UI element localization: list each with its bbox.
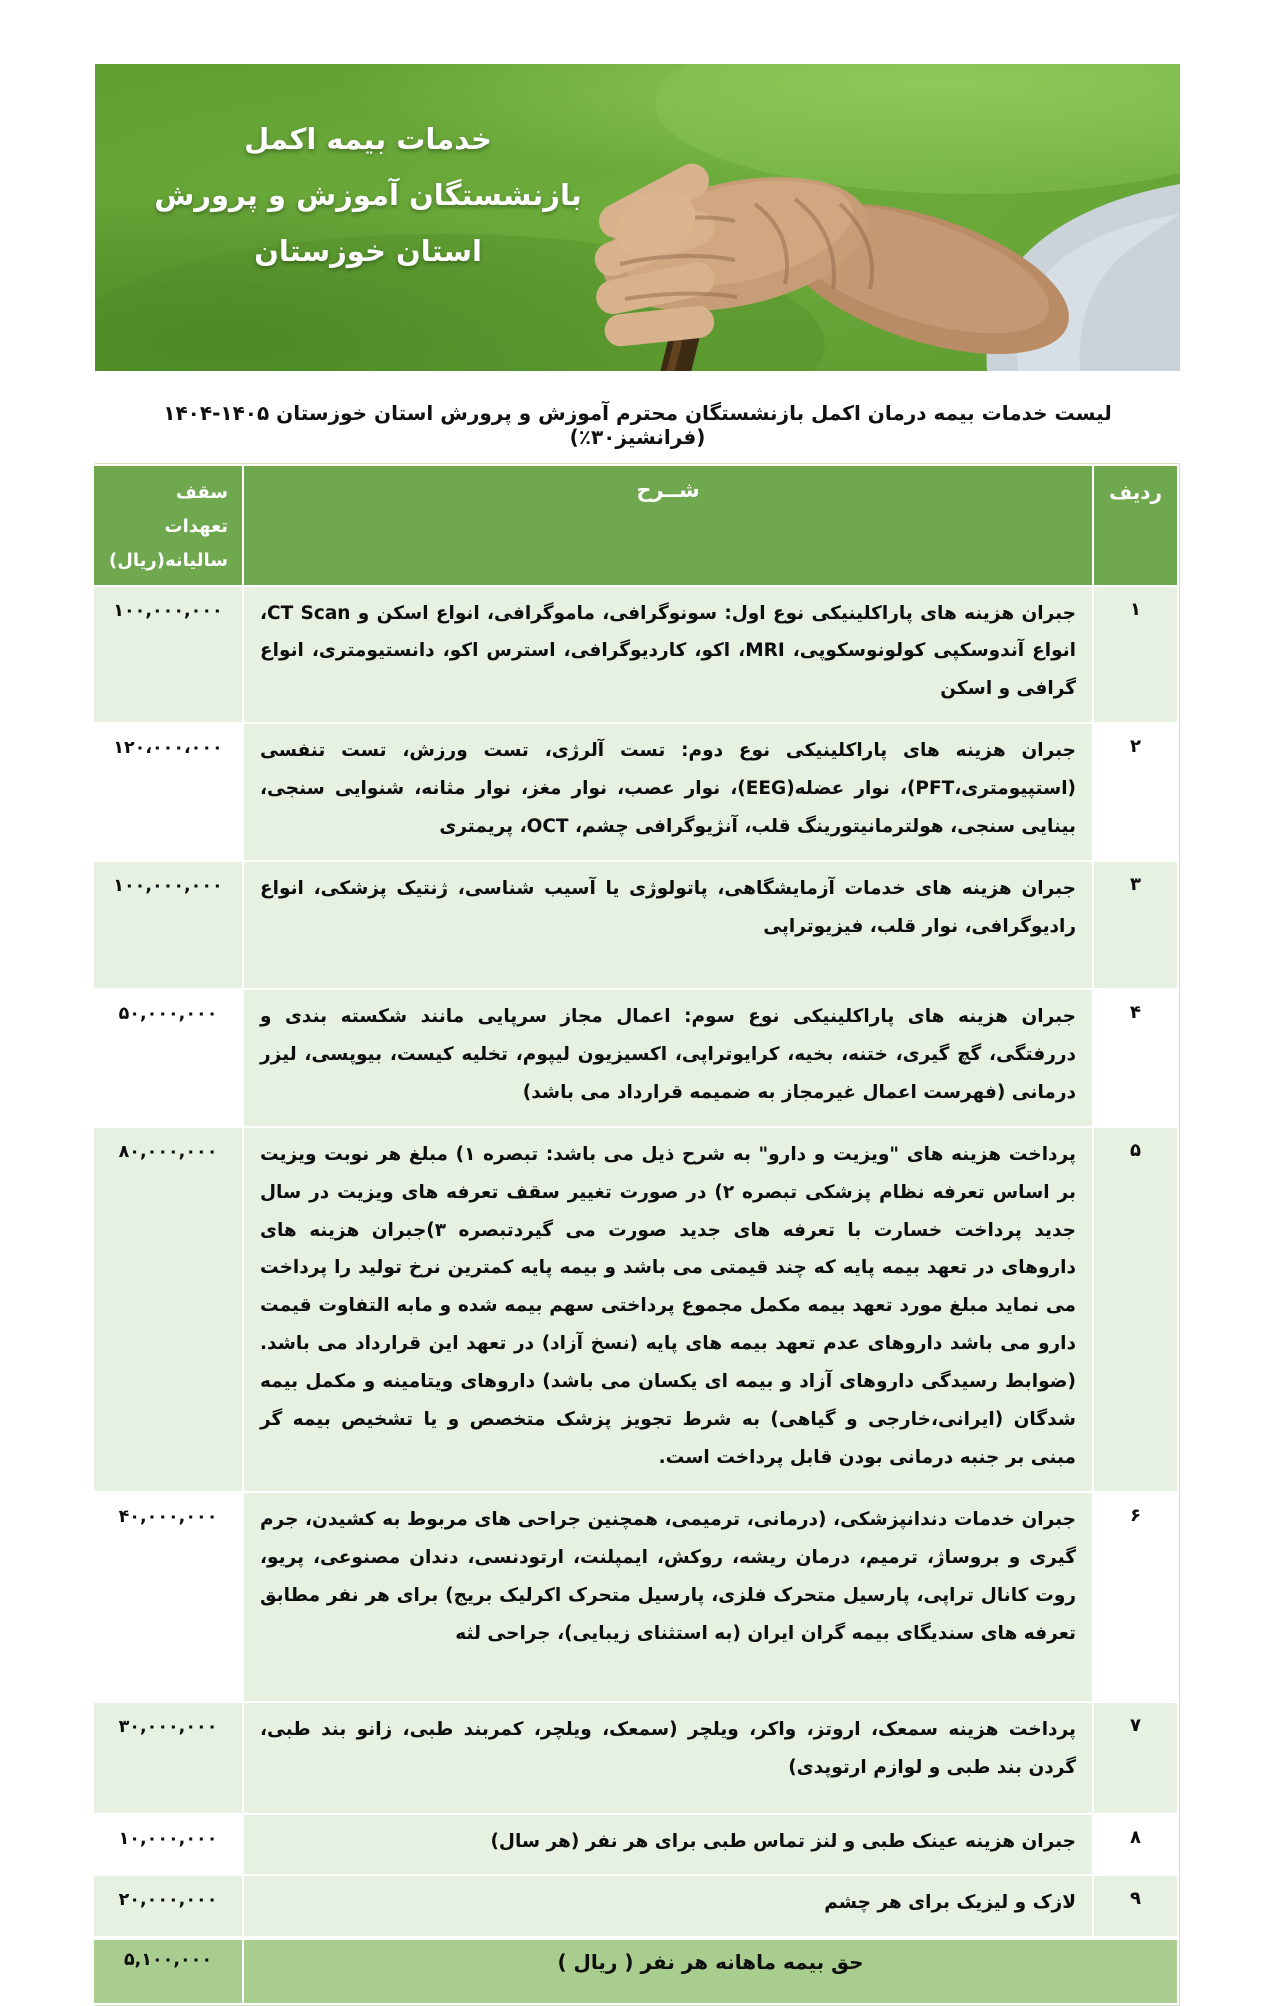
header-banner-image bbox=[95, 64, 1180, 371]
services-table bbox=[92, 464, 1179, 2005]
row-description: جبران خدمات دندانپزشکی، (درمانی، ترمیمی، همچنین جراحی های مربوط به کشیدن، جرم گیری و بروساژ، ترمیم، درمان ریشه، روکش، ایمپلنت، ارتودنسی، دندان مصنوعی، پریو، روت کانال تراپی، پارسیل متحرک فلزی، پارسیل متحرک اکرلیک بریج) برای هر نفر مطابق تعرفه های سندیگای بیمه گران ایران (به استثنای زیبایی)، جراحی لثه bbox=[243, 1492, 1093, 1702]
header-ceiling-line1: سقف تعهدات bbox=[164, 482, 228, 538]
row-number: ۴ bbox=[1093, 989, 1178, 1127]
row-6 bbox=[93, 1492, 1178, 1702]
table-body bbox=[93, 586, 1178, 1939]
row-description: لازک و لیزیک برای هر چشم bbox=[243, 1875, 1093, 1938]
row-ceiling: ۵۰,۰۰۰,۰۰۰ bbox=[93, 989, 243, 1127]
row-description: جبران هزینه های پاراکلینیکی نوع سوم: اعمال مجاز سرپایی مانند شکسته بندی و دررفتگی، گچ گیری، ختنه، بخیه، کرایوتراپی، اکسیزیون لیپوم، تخلیه کیست، بیوپسی، لیزر درمانی (فهرست اعمال غیرمجاز به ضمیمه قرارداد می باشد) bbox=[243, 989, 1093, 1127]
row-9 bbox=[93, 1875, 1178, 1938]
row-5 bbox=[93, 1127, 1178, 1492]
services-table-wrap bbox=[95, 463, 1180, 2006]
row-2 bbox=[93, 723, 1178, 861]
row-number: ۱ bbox=[1093, 586, 1178, 724]
header-description: شــرح bbox=[243, 465, 1093, 586]
row-4 bbox=[93, 989, 1178, 1127]
row-description: پرداخت هزینه سمعک، اروتز، واکر، ویلچر (سمعک، ویلچر، کمربند طبی، زانو بند طبی، گردن بند طبی و لوازم ارتوپدی) bbox=[243, 1702, 1093, 1814]
row-description: جبران هزینه عینک طبی و لنز تماس طبی برای هر نفر (هر سال) bbox=[243, 1814, 1093, 1876]
header-ceiling bbox=[93, 465, 243, 586]
row-number: ۶ bbox=[1093, 1492, 1178, 1702]
row-number: ۸ bbox=[1093, 1814, 1178, 1876]
document-page bbox=[0, 64, 1275, 1975]
row-8 bbox=[93, 1814, 1178, 1876]
row-1 bbox=[93, 586, 1178, 724]
banner-title-block bbox=[133, 122, 603, 268]
row-description: جبران هزینه های خدمات آزمایشگاهی، پاتولوژی یا آسیب شناسی، ژنتیک پزشکی، انواع رادیوگرافی، نوار قلب، فیزیوتراپی bbox=[243, 861, 1093, 989]
table-header bbox=[93, 465, 1178, 586]
row-ceiling: ۸۰,۰۰۰,۰۰۰ bbox=[93, 1127, 243, 1492]
row-3 bbox=[93, 861, 1178, 989]
row-ceiling: ۴۰,۰۰۰,۰۰۰ bbox=[93, 1492, 243, 1702]
header-ceiling-line2: سالیانه(ریال) bbox=[109, 550, 228, 572]
row-ceiling: ۳۰,۰۰۰,۰۰۰ bbox=[93, 1702, 243, 1814]
row-ceiling: ۱۰,۰۰۰,۰۰۰ bbox=[93, 1814, 243, 1876]
header-row-number: ردیف bbox=[1093, 465, 1178, 586]
banner-line-2: بازنشستگان آموزش و پرورش bbox=[154, 178, 582, 212]
row-ceiling: ۱۰۰,۰۰۰,۰۰۰ bbox=[93, 586, 243, 724]
row-number: ۲ bbox=[1093, 723, 1178, 861]
row-number: ۷ bbox=[1093, 1702, 1178, 1814]
row-number: ۵ bbox=[1093, 1127, 1178, 1492]
header-row bbox=[93, 465, 1178, 586]
monthly-premium-label: حق بیمه ماهانه هر نفر ( ریال ) bbox=[243, 1938, 1178, 2004]
banner-line-1: خدمات بیمه اکمل bbox=[244, 122, 492, 156]
page-content bbox=[95, 64, 1180, 2006]
document-title: لیست خدمات بیمه درمان اکمل بازنشستگان محترم آموزش و پرورش استان خوزستان ۱۴۰۵-۱۴۰۴ (فرانشیز۳۰٪) bbox=[163, 401, 1112, 449]
footer-row bbox=[93, 1938, 1178, 2004]
row-number: ۳ bbox=[1093, 861, 1178, 989]
banner-line-3: استان خوزستان bbox=[254, 234, 482, 268]
row-number: ۹ bbox=[1093, 1875, 1178, 1938]
table-footer bbox=[93, 1938, 1178, 2004]
row-ceiling: ۲۰,۰۰۰,۰۰۰ bbox=[93, 1875, 243, 1938]
row-ceiling: ۱۰۰,۰۰۰,۰۰۰ bbox=[93, 861, 243, 989]
row-7 bbox=[93, 1702, 1178, 1814]
row-description: جبران هزینه های پاراکلینیکی نوع اول: سونوگرافی، ماموگرافی، انواع اسکن و CT Scan، انواع آندوسکپی کولونوسکوپی، MRI، اکو، کاردیوگرافی، استرس اکو، دانستیومتری، انواع گرافی و اسکن bbox=[243, 586, 1093, 724]
row-ceiling: ۱۲۰،۰۰۰،۰۰۰ bbox=[93, 723, 243, 861]
row-description: پرداخت هزینه های "ویزیت و دارو" به شرح ذیل می باشد: تبصره ۱) مبلغ هر نوبت ویزیت بر اساس تعرفه نظام پزشکی تبصره ۲) در صورت تغییر سقف تعرفه های ویزیت در سال جدید پرداخت خسارت با تعرفه های جدید صورت می گیردتبصره ۳)جبران هزینه های داروهای در تعهد بیمه پایه که چند قیمتی می باشد و بیمه پایه کمترین نرخ تولید را پرداخت می نماید مبلغ مورد تعهد بیمه مکمل مجموع پرداختی سهم بیمه شده و مابه التفاوت قیمت دارو می باشد داروهای عدم تعهد بیمه های پایه (نسخ آزاد) در تعهد این قرارداد می باشد. (ضوابط رسیدگی داروهای آزاد و بیمه ای یکسان می باشد) داروهای ویتامینه و مکمل بیمه شدگان (ایرانی،خارجی و گیاهی) به شرط تجویز پزشک متخصص و یا تشخیص بیمه گر مبنی بر جنبه درمانی بودن قابل پرداخت است. bbox=[243, 1127, 1093, 1492]
row-description: جبران هزینه های پاراکلینیکی نوع دوم: تست آلرژی، تست ورزش، تست تنفسی (استپیومتری،PFT)، نوار عضله(EEG)، نوار عصب، نوار مغز، نوار مثانه، شنوایی سنجی، بینایی سنجی، هولترمانیتورینگ قلب، آنژیوگرافی چشم، OCT، پریمتری bbox=[243, 723, 1093, 861]
monthly-premium-value: ۵,۱۰۰,۰۰۰ bbox=[93, 1938, 243, 2004]
